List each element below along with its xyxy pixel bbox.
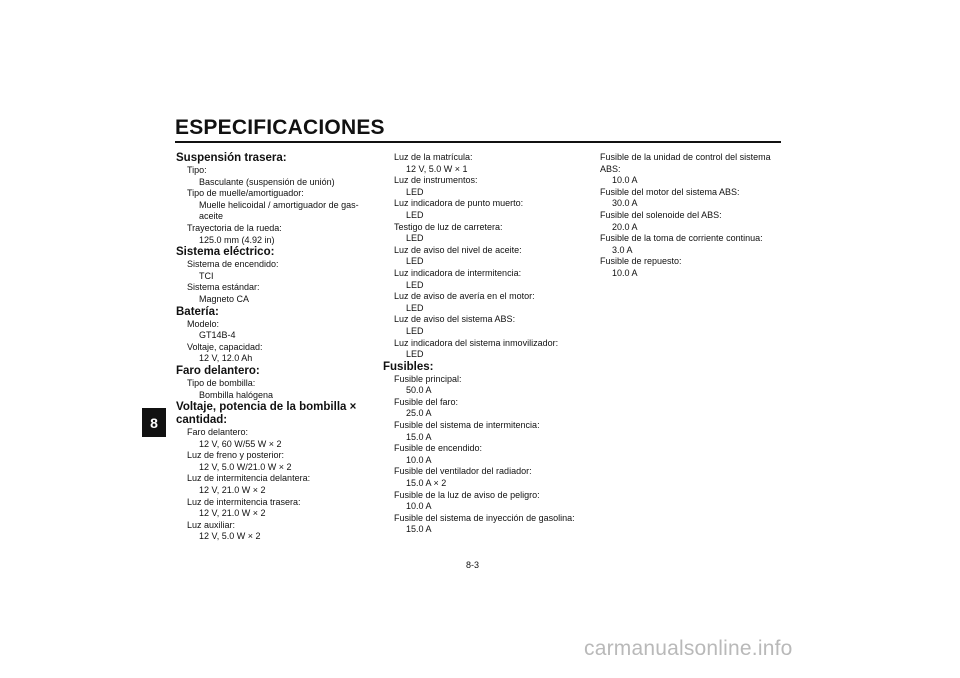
spec-label: Faro delantero: <box>187 427 249 438</box>
spec-label: Fusible de encendido: <box>394 443 483 454</box>
spec-value: LED <box>406 209 424 220</box>
spec-value: 12 V, 60 W/55 W × 2 <box>199 438 282 449</box>
spec-value: 15.0 A <box>406 524 432 535</box>
section-heading: Faro delantero: <box>176 364 260 377</box>
spec-label: Luz de aviso del nivel de aceite: <box>394 244 522 255</box>
spec-value: 30.0 A <box>612 198 638 209</box>
spec-label: Fusible del ventilador del radiador: <box>394 466 532 477</box>
spec-value: 10.0 A <box>406 501 432 512</box>
spec-label: Tipo: <box>187 165 207 175</box>
spec-label: Luz de intermitencia trasera: <box>187 496 301 507</box>
section-heading: Fusibles: <box>383 360 434 373</box>
spec-value: aceite <box>199 211 224 222</box>
spec-label: Fusible de la unidad de control del sistema <box>600 152 771 162</box>
spec-label: Fusible de repuesto: <box>600 256 682 267</box>
spec-value: Basculante (suspensión de unión) <box>199 176 335 187</box>
spec-label: Luz de intermitencia delantera: <box>187 473 311 484</box>
spec-value: LED <box>406 186 424 197</box>
spec-value: LED <box>406 349 424 360</box>
spec-label: ABS: <box>600 163 621 174</box>
chapter-tab: 8 <box>142 408 166 437</box>
page-number: 8-3 <box>466 560 480 570</box>
section-heading: Sistema eléctrico: <box>176 246 275 259</box>
spec-column-2 <box>383 152 588 536</box>
spec-value: Bombilla halógena <box>199 389 274 400</box>
spec-label: Luz de freno y posterior: <box>187 450 285 461</box>
spec-label: Sistema estándar: <box>187 282 260 293</box>
spec-column-1 <box>176 152 376 543</box>
spec-label: Luz de aviso de avería en el motor: <box>394 291 535 302</box>
watermark: carmanualsonline.info <box>584 637 793 660</box>
spec-value: LED <box>406 256 424 267</box>
spec-value: 10.0 A <box>612 175 638 186</box>
spec-value: 15.0 A <box>406 431 432 442</box>
spec-label: Fusible del solenoide del ABS: <box>600 209 722 220</box>
title-rule <box>175 141 781 143</box>
spec-label: Fusible de la toma de corriente continua: <box>600 233 763 244</box>
spec-label: Voltaje, capacidad: <box>187 341 263 352</box>
spec-label: Luz indicadora del sistema inmovilizador: <box>394 337 559 348</box>
section-heading: Voltaje, potencia de la bombilla × <box>176 401 357 414</box>
spec-label: Fusible principal: <box>394 373 462 384</box>
spec-label: Tipo de muelle/amortiguador: <box>187 188 304 199</box>
spec-label: Fusible del faro: <box>394 396 459 407</box>
spec-label: Trayectoria de la rueda: <box>187 222 282 233</box>
spec-value: 12 V, 5.0 W/21.0 W × 2 <box>199 461 292 472</box>
spec-label: Luz de aviso del sistema ABS: <box>394 314 516 325</box>
spec-value: 20.0 A <box>612 221 638 232</box>
spec-value: TCI <box>199 270 214 281</box>
section-heading: cantidad: <box>176 414 228 427</box>
spec-value: Muelle helicoidal / amortiguador de gas- <box>199 199 359 210</box>
spec-value: 50.0 A <box>406 385 432 396</box>
spec-value: 10.0 A <box>406 454 432 465</box>
section-heading: Batería: <box>176 305 219 318</box>
spec-value: 25.0 A <box>406 408 432 419</box>
page-title: ESPECIFICACIONES <box>175 116 385 139</box>
spec-value: LED <box>406 325 424 336</box>
spec-value: LED <box>406 279 424 290</box>
spec-label: Luz de la matrícula: <box>394 152 473 162</box>
spec-label: Luz de instrumentos: <box>394 175 478 186</box>
spec-label: Luz indicadora de punto muerto: <box>394 198 524 209</box>
spec-label: Sistema de encendido: <box>187 259 279 270</box>
spec-value: 15.0 A × 2 <box>406 478 447 489</box>
spec-column-3 <box>600 152 785 280</box>
spec-value: 3.0 A <box>612 244 633 255</box>
spec-label: Testigo de luz de carretera: <box>394 221 503 232</box>
spec-label: Fusible de la luz de aviso de peligro: <box>394 489 540 500</box>
spec-value: LED <box>406 302 424 313</box>
spec-value: LED <box>406 233 424 244</box>
spec-value: 12 V, 21.0 W × 2 <box>199 485 266 496</box>
spec-label: Fusible del motor del sistema ABS: <box>600 186 740 197</box>
spec-value: 12 V, 12.0 Ah <box>199 353 253 364</box>
spec-value: Magneto CA <box>199 293 250 304</box>
spec-value: 12 V, 5.0 W × 1 <box>406 163 468 174</box>
spec-label: Modelo: <box>187 318 220 329</box>
spec-value: GT14B-4 <box>199 330 236 341</box>
spec-label: Tipo de bombilla: <box>187 377 256 388</box>
spec-value: 125.0 mm (4.92 in) <box>199 234 275 245</box>
spec-label: Fusible del sistema de inyección de gasolina: <box>394 512 575 523</box>
section-heading: Suspensión trasera: <box>176 152 287 164</box>
spec-label: Luz indicadora de intermitencia: <box>394 267 522 278</box>
spec-value: 12 V, 21.0 W × 2 <box>199 508 266 519</box>
spec-label: Fusible del sistema de intermitencia: <box>394 420 540 431</box>
spec-label: Luz auxiliar: <box>187 519 236 530</box>
spec-value: 10.0 A <box>612 267 638 278</box>
spec-value: 12 V, 5.0 W × 2 <box>199 531 261 542</box>
